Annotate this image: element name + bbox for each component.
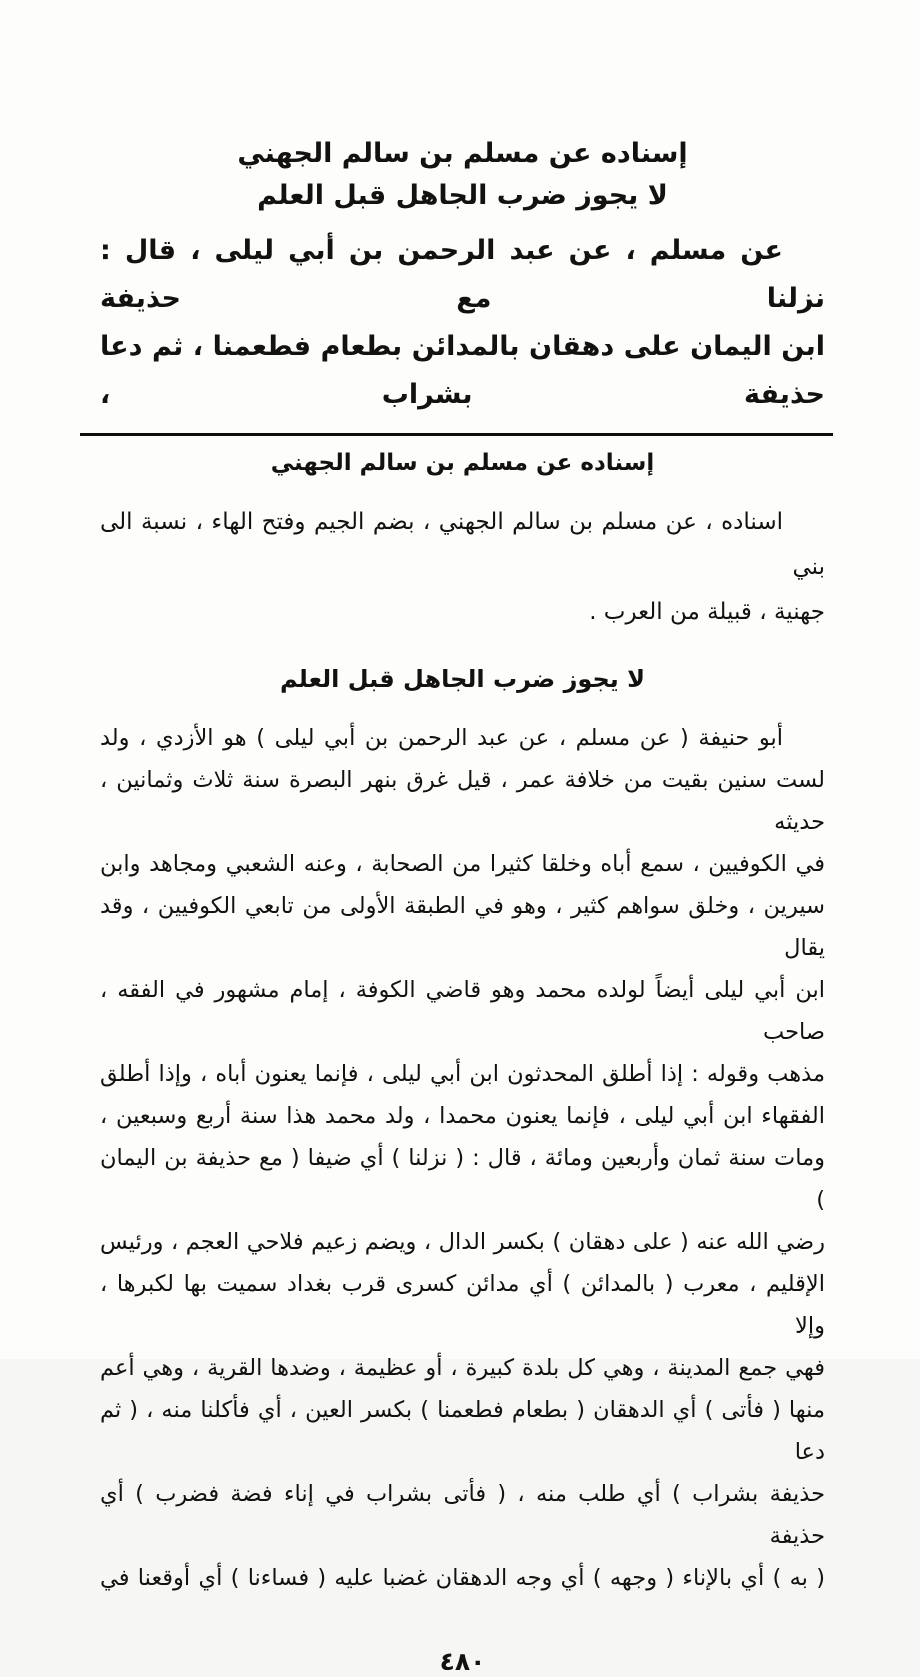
commentary-line: رضي الله عنه ( على دهقان ) بكسر الدال ، ويضم زعيم فلاحي العجم ، ورئيس bbox=[100, 1229, 825, 1255]
commentary-chapter-paragraph bbox=[100, 717, 825, 1599]
commentary-line: مذهب وقوله : إذا أطلق المحدثون ابن أبي ليلى ، فإنما يعنون أباه ، وإذا أطلق bbox=[100, 1061, 825, 1087]
commentary-line: لست سنين بقيت من خلافة عمر ، قيل غرق بنهر البصرة سنة ثلاث وثمانين ، حديثه bbox=[100, 767, 825, 835]
commentary-isnad-paragraph bbox=[100, 500, 825, 635]
matn-line: ابن اليمان على دهقان بالمدائن بطعام فطعمنا ، ثم دعا حذيفة بشراب ، bbox=[100, 331, 825, 410]
commentary-line: منها ( فأتى ) أي الدهقان ( بطعام فطعمنا ) بكسر العين ، أي فأكلنا منه ، ( ثم دعا bbox=[100, 1397, 825, 1465]
commentary-line: اسناده ، عن مسلم بن سالم الجهني ، بضم الجيم وفتح الهاء ، نسبة الى بني bbox=[100, 509, 825, 580]
commentary-isnad-heading: إسناده عن مسلم بن سالم الجهني bbox=[270, 450, 655, 476]
commentary-line: ومات سنة ثمان وأربعين ومائة ، قال : ( نزلنا ) أي ضيفا ( مع حذيفة بن اليمان ) bbox=[100, 1145, 825, 1213]
commentary-line: الفقهاء ابن أبي ليلى ، فإنما يعنون محمدا ، ولد محمد هذا سنة أربع وسبعين ، bbox=[100, 1103, 825, 1129]
commentary-line: فهي جمع المدينة ، وهي كل بلدة كبيرة ، أو عظيمة ، وضدها القرية ، وهي أعم bbox=[100, 1355, 825, 1381]
commentary-line: ابن أبي ليلى أيضاً لولده محمد وهو قاضي الكوفة ، إمام مشهور في الفقه ، صاحب bbox=[100, 977, 825, 1045]
page-number: ٤٨٠ bbox=[439, 1647, 486, 1676]
commentary-line: أبو حنيفة ( عن مسلم ، عن عبد الرحمن بن أبي ليلى ) هو الأزدي ، ولد bbox=[100, 725, 783, 751]
commentary-line: حذيفة بشراب ) أي طلب منه ، ( فأتى بشراب في إناء فضة فضرب ) أي حذيفة bbox=[100, 1481, 825, 1549]
matn-chapter-heading: لا يجوز ضرب الجاهل قبل العلم bbox=[257, 180, 668, 211]
commentary-chapter-heading: لا يجوز ضرب الجاهل قبل العلم bbox=[279, 665, 645, 693]
commentary-line: الإقليم ، معرب ( بالمدائن ) أي مدائن كسرى قرب بغداد سميت بها لكبرها ، وإلا bbox=[100, 1271, 825, 1339]
commentary-line: جهنية ، قبيلة من العرب . bbox=[589, 599, 825, 625]
separator-rule bbox=[80, 433, 833, 436]
matn-isnad-heading: إسناده عن مسلم بن سالم الجهني bbox=[237, 138, 688, 169]
commentary-line: ( به ) أي بالإناء ( وجهه ) أي وجه الدهقان غضبا عليه ( فساءنا ) أي أوقعنا في bbox=[100, 1565, 825, 1591]
matn-text bbox=[100, 227, 825, 419]
matn-line: عن مسلم ، عن عبد الرحمن بن أبي ليلى ، قال : نزلنا مع حذيفة bbox=[100, 235, 825, 314]
commentary-line: في الكوفيين ، سمع أباه وخلقا كثيرا من الصحابة ، وعنه الشعبي ومجاهد وابن bbox=[100, 851, 825, 877]
commentary-line: سيرين ، وخلق سواهم كثير ، وهو في الطبقة الأولى من تابعي الكوفيين ، وقد يقال bbox=[100, 893, 825, 961]
